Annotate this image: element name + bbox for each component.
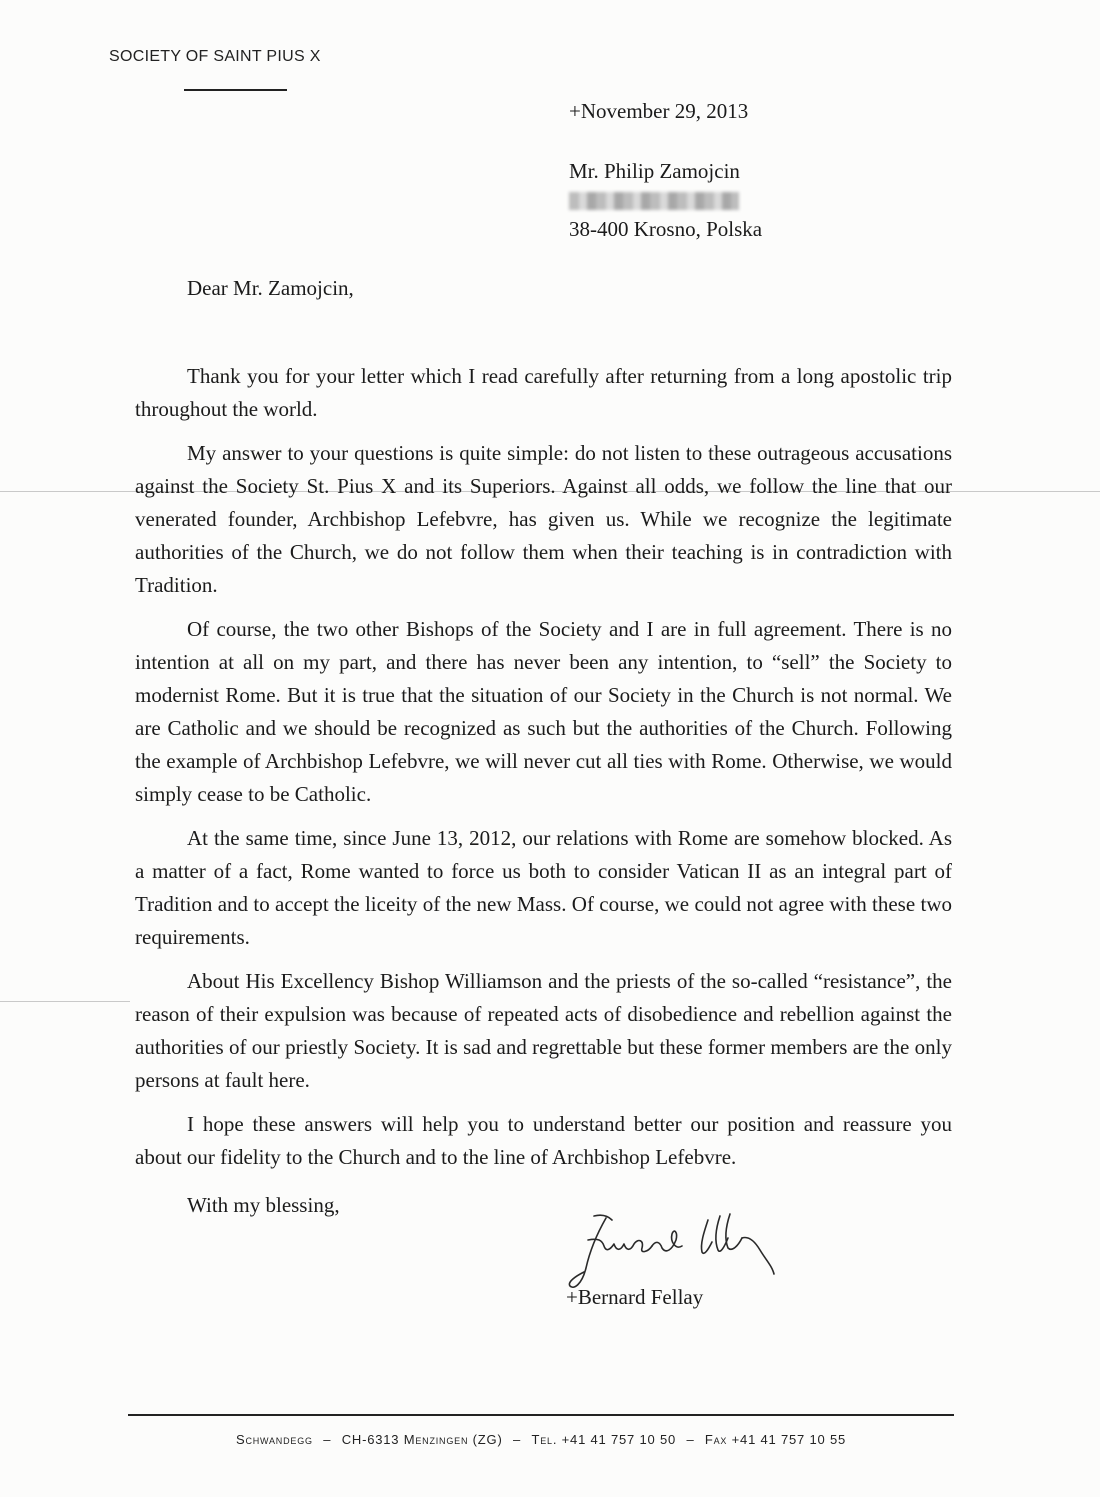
body-paragraph: My answer to your questions is quite simple: do not listen to these outrageous accusations against the Society St. Pius X and its Superiors. Against all odds, we follow the line that our venerated founder, Archbishop Lefebvre, has given us. While we recognize the legitimate authorities of the Church, we do not follow them when their teaching is in contradiction with Tradition. [135, 441, 952, 597]
footer-fax: Fax +41 41 757 10 55 [704, 1432, 847, 1447]
footer-separator: – [323, 1432, 332, 1447]
handwritten-signature [568, 1210, 788, 1295]
footer-contact [128, 1432, 954, 1447]
body-paragraph: Of course, the two other Bishops of the Society and I are in full agreement. There is no intention at all on my part, and there has never been any intention, to “sell” the Society to modernist Rome. But it is true that the situation of our Society in the Church is not normal. We are Catholic and we should be recognized as such but the authorities of the Church. Following the example of Archbishop Lefebvre, we will never cut all ties with Rome. Otherwise, we would simply cease to be Catholic. [135, 617, 952, 806]
letter-date: +November 29, 2013 [569, 99, 749, 123]
salutation: Dear Mr. Zamojcin, [187, 276, 354, 300]
footer-address: Schwandegg [235, 1432, 313, 1447]
footer-locality: CH-6313 Menzingen (ZG) [341, 1432, 503, 1447]
footer-rule [128, 1414, 954, 1416]
footer-separator: – [686, 1432, 695, 1447]
body-paragraph: About His Excellency Bishop Williamson and the priests of the so-called “resistance”, the reason of their expulsion was because of repeated acts of disobedience and rebellion against the authorities of our priestly Society. It is sad and regrettable but these former members are the only persons at fault here. [135, 969, 952, 1092]
letter-body [135, 360, 952, 1185]
recipient-name: Mr. Philip Zamojcin [569, 159, 740, 183]
body-paragraph: I hope these answers will help you to understand better our position and reassure you about our fidelity to the Church and to the line of Archbishop Lefebvre. [135, 1112, 952, 1169]
fold-line [0, 1001, 130, 1002]
closing: With my blessing, [187, 1193, 340, 1217]
body-paragraph: At the same time, since June 13, 2012, our relations with Rome are somehow blocked. As a matter of a fact, Rome wanted to force us both to consider Vatican II as an integral part of Tradition and to accept the liceity of the new Mass. Of course, we could not agree with these two requirements. [135, 826, 952, 949]
recipient-city-line: 38-400 Krosno, Polska [569, 217, 763, 241]
body-paragraph: Thank you for your letter which I read carefully after returning from a long apostolic trip throughout the world. [135, 364, 952, 421]
letterhead-rule [184, 89, 287, 91]
letterhead-organization: SOCIETY OF SAINT PIUS X [109, 48, 321, 65]
footer-phone: Tel. +41 41 757 10 50 [531, 1432, 677, 1447]
signer-name: +Bernard Fellay [566, 1285, 704, 1309]
redacted-street-address [569, 192, 739, 210]
recipient-address [569, 157, 762, 244]
footer-separator: – [513, 1432, 522, 1447]
